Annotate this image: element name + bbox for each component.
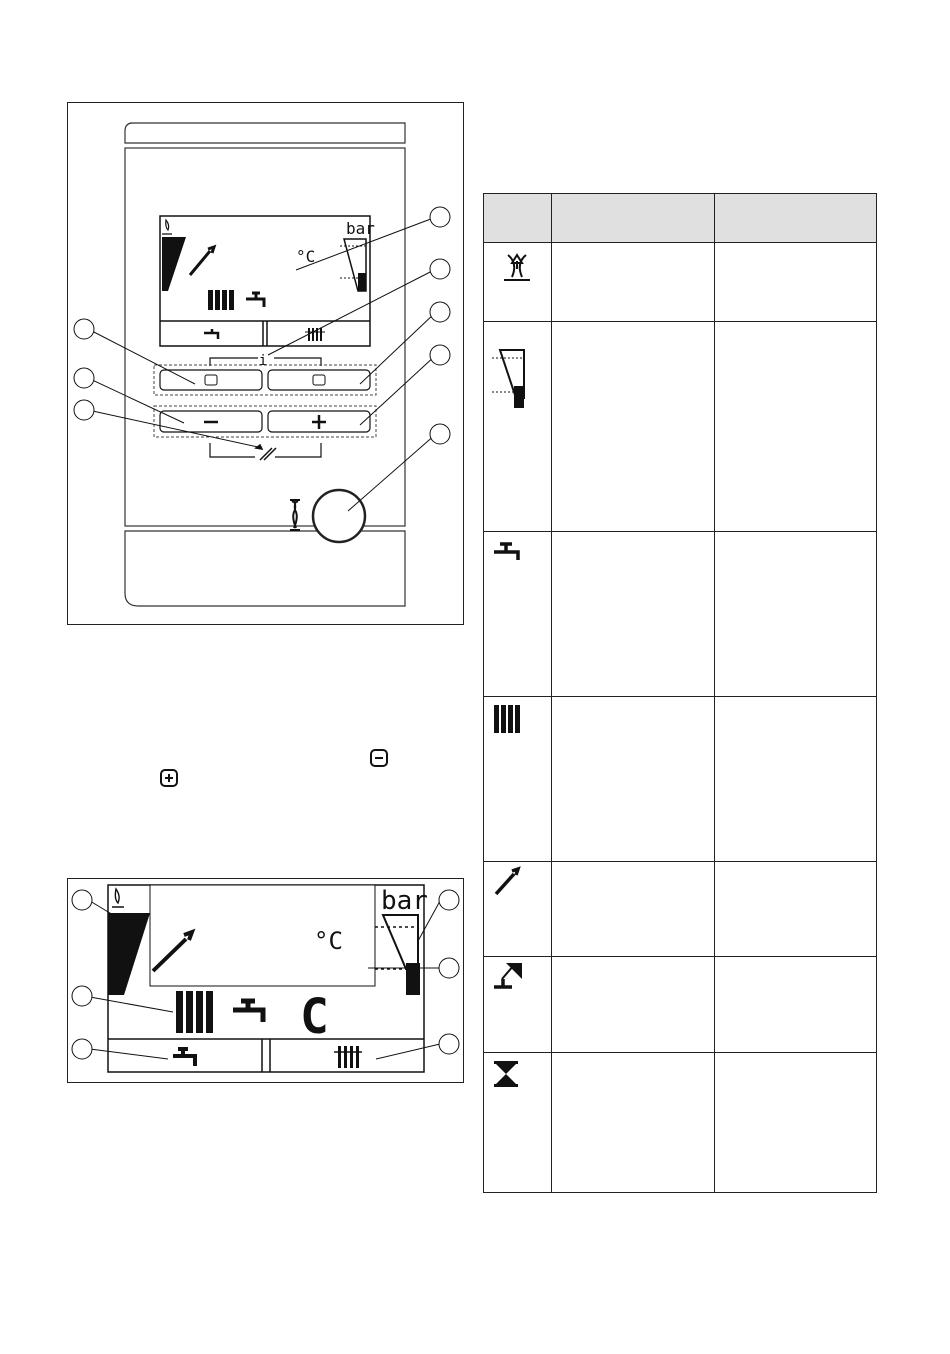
callout-4 [430,345,450,365]
chimney-sweep-icon [256,445,276,460]
legend-header-explanation [715,194,877,243]
legend-row [484,957,877,1053]
pressure-unit-large: bar [381,886,428,916]
callout-5 [430,424,450,444]
temp-unit: °C [296,247,316,266]
panel-bottom-cover [125,531,405,606]
panel-top-bar [125,123,405,143]
callout-fig2-4 [439,890,459,910]
flame-status-icon [484,243,551,317]
callout-8 [74,400,94,420]
callout-1 [430,207,450,227]
status-code: C [300,989,329,1045]
hot-water-tap-icon [484,532,551,572]
symbol-legend-table [483,193,877,1193]
legend-row [484,532,877,697]
callout-3 [430,302,450,322]
legend-row [484,697,877,862]
radiator-icon [484,697,551,741]
hourglass-icon [484,1053,551,1093]
control-panel-drawing [68,103,463,624]
callout-fig2-6 [439,1034,459,1054]
legend-header-symbol [484,194,552,243]
pressure-unit: bar [346,219,375,238]
callout-fig2-3 [72,1039,92,1059]
legend-row [484,862,877,957]
right-selection-button[interactable] [268,370,370,390]
info-label: i [258,353,268,369]
callout-7 [74,368,94,388]
minus-key-icon [369,748,389,768]
legend-header-row [484,194,877,243]
temp-unit-large: °C [314,927,343,955]
legend-header-meaning [552,194,715,243]
power-button[interactable] [313,490,365,542]
callout-2 [430,259,450,279]
lcd-display [160,216,375,346]
plus-key-icon [159,768,179,788]
legend-row [484,243,877,322]
control-panel-figure [67,102,464,625]
callout-fig2-5 [439,958,459,978]
callout-fig2-2 [72,986,92,1006]
legend-row [484,1053,877,1193]
callout-fig2-1 [72,890,92,910]
wrench-icon [484,862,551,902]
callout-6 [74,319,94,339]
tap-summer-mode-icon [484,957,551,997]
display-detail-figure [67,878,464,1083]
left-selection-button[interactable] [160,370,262,390]
legend-row [484,322,877,532]
display-detail-drawing [68,879,463,1082]
pressure-gauge-icon [484,322,551,422]
